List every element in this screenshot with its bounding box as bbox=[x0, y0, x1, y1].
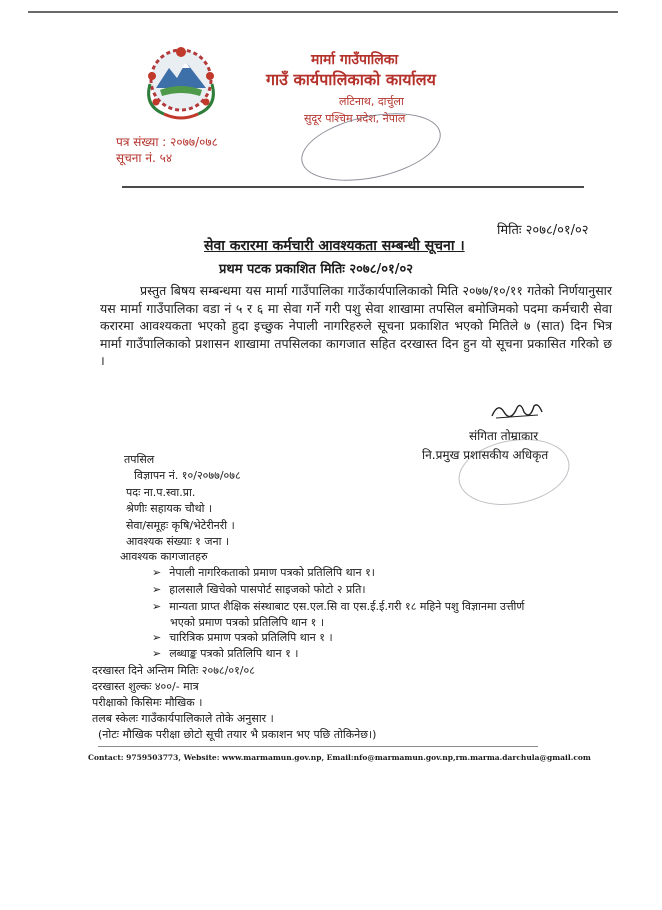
post-name: पदः ना.प.स्वा.प्रा. bbox=[126, 486, 196, 499]
signatory-name: संगिता तोम्राकार bbox=[469, 429, 539, 443]
service-group: सेवा/समूहः कृषि/भेटेरीनरी । bbox=[126, 519, 235, 532]
notice-date: मितिः २०७८/०१/०२ bbox=[497, 223, 589, 238]
doc-item: ➢ नेपाली नागरिकताको प्रमाण पत्रको प्रतिलिपि थान १। bbox=[152, 565, 375, 580]
office-place: लटिनाथ, दार्चुला bbox=[339, 95, 404, 108]
letter-number: पत्र संख्या : २०७७/०७८ bbox=[116, 135, 218, 149]
municipality-name: मार्मा गाउँपालिका bbox=[311, 52, 399, 68]
top-rule bbox=[28, 11, 618, 13]
footer-rule bbox=[98, 746, 538, 747]
signature-icon bbox=[490, 398, 544, 422]
doc-item: ➢ हालसालै खिचेको पासपोर्ट साइजको फोटो २ प्रति। bbox=[152, 582, 366, 597]
notice-body: प्रस्तुत बिषय सम्बन्धमा यस मार्मा गाउँपालिका गाउँकार्यपालिकाको मिति २०७७/१०/११ गतेको निर्णयानुसार यस मार्मा गाउँपालिका वडा नं ५ र ६ मा सेवा गर्ने गरी पशु सेवा शाखामा तपसिल बमोजिमको पदमा कर्मचारी सेवा करारमा आवश्यकता भएको हुदा इच्छुक नेपाली नागरिहरुले सूचना प्रकाशित भएको मितिले ७ (सात) दिन भित्र मार्मा गाउँपालिकाको प्रशासन शाखामा तपसिलका कागजात सहित दरखास्त दिन हुन यो सूचना प्रकासित गरिको छ । bbox=[100, 283, 612, 368]
doc-item: ➢ चारित्रिक प्रमाण पत्रको प्रतिलिपि थान १ । bbox=[152, 630, 333, 645]
details-heading: तपसिल bbox=[124, 453, 155, 466]
publish-date: प्रथम पटक प्रकाशित मितिः २०७८/०१/०२ bbox=[219, 262, 413, 277]
notice-title: सेवा करारमा कर्मचारी आवश्यकता सम्बन्धी सूचना । bbox=[204, 238, 465, 254]
exam-note: (नोटः मौखिक परीक्षा छोटो सूची तयार भै प्रकाशन भए पछि तोकिनेछ।) bbox=[98, 728, 377, 741]
exam-type: परीक्षाको किसिमः मौखिक । bbox=[92, 696, 203, 709]
nepal-emblem-icon bbox=[136, 44, 226, 124]
header-rule bbox=[122, 186, 584, 188]
office-province: सुदूर पश्चिम प्रदेश, नेपाल bbox=[304, 112, 406, 125]
contact-footer: Contact: 9759503773, Website: www.marmamun.gov.np, Email:nfo@marmamun.gov.np,rm.marma.darchula@gmail.com bbox=[88, 753, 591, 762]
doc-item-continued: भएको प्रमाण पत्रको प्रतिलिपि थान १ । bbox=[170, 616, 325, 629]
signatory-title: नि.प्रमुख प्रशासकीय अधिकृत bbox=[422, 448, 549, 462]
application-fee: दरखास्त शुल्कः ४००/- मात्र bbox=[92, 680, 199, 693]
required-count: आवश्यक संख्याः १ जना । bbox=[126, 535, 230, 548]
notice-number: सूचना नं. ५४ bbox=[116, 151, 173, 165]
office-name: गाउँ कार्यपालिकाको कार्यालय bbox=[266, 70, 436, 89]
doc-item: ➢ मान्यता प्राप्त शैक्षिक संस्थाबाट एस.एल.सि वा एस.ई.ई.गरी १८ महिने पशु विज्ञानमा उत्तीर्ण bbox=[152, 599, 524, 614]
doc-item: ➢ लब्धाङ्क पत्रको प्रतिलिपि थान १ । bbox=[152, 646, 298, 661]
ad-number: विज्ञापन नं. १०/२०७७/०७८ bbox=[134, 469, 241, 482]
application-deadline: दरखास्त दिने अन्तिम मितिः २०७८/०१/०८ bbox=[92, 664, 255, 677]
docs-heading: आवश्यक कागजातहरु bbox=[120, 550, 208, 563]
post-level: श्रेणीः सहायक चौथो । bbox=[126, 502, 213, 515]
salary-scale: तलब स्केलः गाउँकार्यपालिकाले तोके अनुसार । bbox=[92, 712, 274, 725]
